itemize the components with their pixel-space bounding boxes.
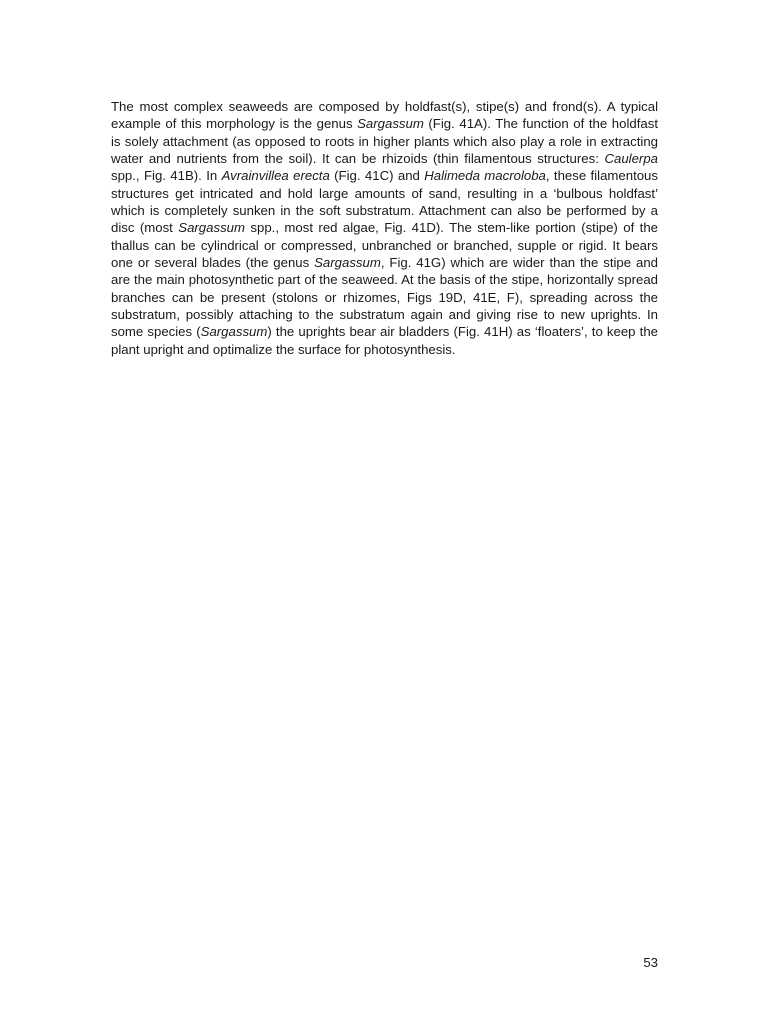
text-run: (Fig. 41C) and	[329, 168, 425, 184]
italic-taxon-name: Sargassum	[357, 116, 424, 132]
text-run: , Fig. 41G) which are wider than the stipe and are the main photosynthetic part of the seaweed. At the basis of the stipe, horizontally spread branches can be present (stolons or rhizomes, Figs 19D, 41E, F), spreading across the substratum, possibly attaching to the substratum again and giving rise to new uprights. In some species (	[111, 255, 658, 340]
text-run: The most complex seaweeds are composed by holdfast(s), stipe(s) and frond(s). A typical example of this morphology is the genus	[111, 99, 658, 132]
page-number: 53	[643, 955, 658, 970]
italic-taxon-name: Sargassum	[178, 220, 245, 236]
text-run: spp., most red algae, Fig. 41D). The stem-like portion (stipe) of the thallus can be cylindrical or compressed, unbranched or branched, supple or rigid. It bears one or several blades (the genus	[111, 220, 659, 271]
italic-taxon-name: Avrainvillea erecta	[221, 168, 330, 184]
text-run: spp., Fig. 41B). In	[111, 168, 222, 184]
text-run: ) the uprights bear air bladders (Fig. 41H) as ‘floaters’, to keep the plant upright and optimalize the surface for photosynthesis.	[111, 324, 658, 357]
italic-taxon-name: Halimeda macroloba	[424, 168, 546, 184]
text-run: , these filamentous structures get intricated and hold large amounts of sand, resulting in a ‘bulbous holdfast’ which is completely sunken in the soft substratum. Attachment can also be performed by a disc (most	[111, 168, 658, 236]
body-paragraph	[111, 98, 658, 358]
italic-taxon-name: Caulerpa	[604, 151, 658, 167]
italic-taxon-name: Sargassum	[314, 255, 381, 271]
italic-taxon-name: Sargassum	[200, 324, 268, 340]
text-run: (Fig. 41A). The function of the holdfast is solely attachment (as opposed to roots in higher plants which also play a role in extracting water and nutrients from the soil). It can be rhizoids (thin filamentous structures:	[111, 116, 658, 167]
